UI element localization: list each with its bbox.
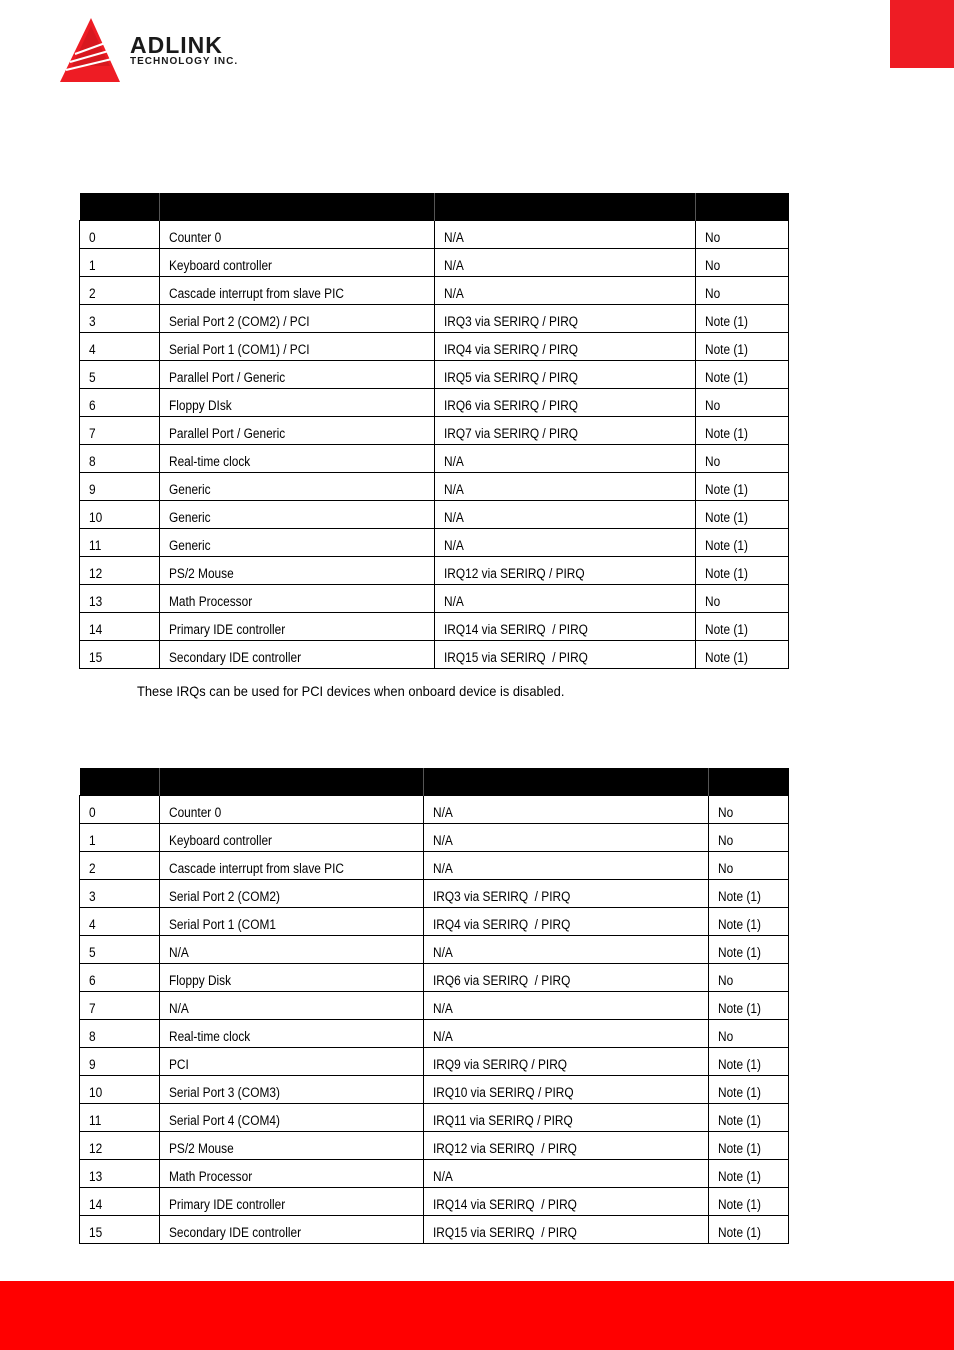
table-cell: N/A <box>435 276 696 304</box>
table-cell: No <box>709 963 789 991</box>
table-cell: 0 <box>80 795 160 823</box>
table-cell: N/A <box>435 220 696 248</box>
table-cell: N/A <box>160 935 424 963</box>
table-cell: 15 <box>80 640 160 668</box>
table-cell: N/A <box>435 500 696 528</box>
table-cell: No <box>696 220 789 248</box>
table-row <box>80 963 789 991</box>
table-cell: N/A <box>424 851 709 879</box>
table-cell: Note (1) <box>709 1075 789 1103</box>
table-cell: IRQ11 via SERIRQ / PIRQ <box>424 1103 709 1131</box>
table-cell: Cascade interrupt from slave PIC <box>160 276 435 304</box>
table-cell: 5 <box>80 360 160 388</box>
table-cell: N/A <box>435 472 696 500</box>
table-cell: Note (1) <box>696 472 789 500</box>
irq-table-2-header <box>80 768 789 795</box>
table-row <box>80 1187 789 1215</box>
logo-triangle-icon <box>58 18 128 86</box>
table-row <box>80 640 789 668</box>
table-row <box>80 220 789 248</box>
table-cell: Note (1) <box>696 556 789 584</box>
table-cell: Real-time clock <box>160 1019 424 1047</box>
table-cell: IRQ14 via SERIRQ / PIRQ <box>424 1187 709 1215</box>
adlink-logo <box>58 18 268 86</box>
table-cell: 13 <box>80 1159 160 1187</box>
table-cell: Math Processor <box>160 1159 424 1187</box>
table-cell: Cascade interrupt from slave PIC <box>160 851 424 879</box>
table-cell: N/A <box>435 584 696 612</box>
table-cell: Note (1) <box>696 304 789 332</box>
table-row <box>80 528 789 556</box>
table-cell: N/A <box>424 823 709 851</box>
table-cell: Primary IDE controller <box>160 612 435 640</box>
table-cell: Note (1) <box>696 332 789 360</box>
table-cell: 7 <box>80 416 160 444</box>
table-cell: N/A <box>424 1159 709 1187</box>
table-cell: No <box>709 823 789 851</box>
table-cell: PS/2 Mouse <box>160 556 435 584</box>
table-cell: IRQ6 via SERIRQ / PIRQ <box>435 388 696 416</box>
table-cell: No <box>696 584 789 612</box>
table-cell: N/A <box>435 444 696 472</box>
table-row <box>80 1047 789 1075</box>
table-cell: Primary IDE controller <box>160 1187 424 1215</box>
table-cell: Note (1) <box>709 1187 789 1215</box>
table-cell: No <box>709 795 789 823</box>
table-cell: Generic <box>160 500 435 528</box>
table-cell: IRQ6 via SERIRQ / PIRQ <box>424 963 709 991</box>
table-row <box>80 360 789 388</box>
table-row <box>80 304 789 332</box>
table-row <box>80 879 789 907</box>
table-cell: IRQ15 via SERIRQ / PIRQ <box>424 1215 709 1243</box>
table-cell: PS/2 Mouse <box>160 1131 424 1159</box>
table-cell: 8 <box>80 1019 160 1047</box>
table-cell: 9 <box>80 1047 160 1075</box>
table-cell: No <box>696 388 789 416</box>
table-cell: 10 <box>80 1075 160 1103</box>
table-cell: Note (1) <box>696 612 789 640</box>
table-cell: Note (1) <box>709 991 789 1019</box>
table-cell: N/A <box>435 528 696 556</box>
table-cell: IRQ5 via SERIRQ / PIRQ <box>435 360 696 388</box>
logo-tagline: TECHNOLOGY INC. <box>130 56 239 67</box>
table-cell: 11 <box>80 1103 160 1131</box>
table-cell: 13 <box>80 584 160 612</box>
table-cell: 2 <box>80 276 160 304</box>
table-cell: 7 <box>80 991 160 1019</box>
table-row <box>80 472 789 500</box>
table-cell: Note (1) <box>709 1131 789 1159</box>
table-cell: N/A <box>424 1019 709 1047</box>
table-row <box>80 823 789 851</box>
table-cell: Keyboard controller <box>160 823 424 851</box>
table-cell: Math Processor <box>160 584 435 612</box>
table-row <box>80 248 789 276</box>
table-cell: IRQ4 via SERIRQ / PIRQ <box>424 907 709 935</box>
table-row <box>80 1215 789 1243</box>
table-cell: IRQ3 via SERIRQ / PIRQ <box>424 879 709 907</box>
table-cell: No <box>696 248 789 276</box>
table-cell: Serial Port 2 (COM2) / PCI <box>160 304 435 332</box>
table-cell: Secondary IDE controller <box>160 640 435 668</box>
table-cell: 3 <box>80 879 160 907</box>
table-cell: 1 <box>80 248 160 276</box>
table-cell: 10 <box>80 500 160 528</box>
table-cell: IRQ7 via SERIRQ / PIRQ <box>435 416 696 444</box>
table-cell: Note (1) <box>696 500 789 528</box>
irq-note: These IRQs can be used for PCI devices when onboard device is disabled. <box>137 683 565 699</box>
table-cell: No <box>696 276 789 304</box>
table-cell: 4 <box>80 332 160 360</box>
table-row <box>80 388 789 416</box>
table-cell: Note (1) <box>709 1103 789 1131</box>
table-row <box>80 795 789 823</box>
table-row <box>80 907 789 935</box>
table-cell: N/A <box>160 991 424 1019</box>
table-cell: 12 <box>80 556 160 584</box>
table-cell: No <box>709 851 789 879</box>
table-cell: N/A <box>435 248 696 276</box>
irq-table-2-body <box>80 795 789 1243</box>
table-cell: Note (1) <box>709 1215 789 1243</box>
table-cell: 8 <box>80 444 160 472</box>
table-row <box>80 416 789 444</box>
table-cell: 5 <box>80 935 160 963</box>
table-cell: IRQ14 via SERIRQ / PIRQ <box>435 612 696 640</box>
table-row <box>80 584 789 612</box>
table-row <box>80 500 789 528</box>
table-cell: 1 <box>80 823 160 851</box>
table-cell: 2 <box>80 851 160 879</box>
table-row <box>80 612 789 640</box>
table-cell: Note (1) <box>696 416 789 444</box>
table-cell: Note (1) <box>709 1047 789 1075</box>
table-cell: 14 <box>80 1187 160 1215</box>
table-cell: Note (1) <box>696 640 789 668</box>
table-row <box>80 1019 789 1047</box>
irq-table-1-header <box>80 193 789 220</box>
irq-table-2 <box>79 768 789 1244</box>
table-cell: 15 <box>80 1215 160 1243</box>
table-cell: Secondary IDE controller <box>160 1215 424 1243</box>
table-cell: 6 <box>80 388 160 416</box>
logo-brand-name: ADLINK <box>130 32 223 58</box>
table-cell: 4 <box>80 907 160 935</box>
table-cell: Serial Port 3 (COM3) <box>160 1075 424 1103</box>
table-cell: Note (1) <box>709 1159 789 1187</box>
footer-bar <box>0 1281 954 1350</box>
table-cell: Serial Port 4 (COM4) <box>160 1103 424 1131</box>
table-cell: Floppy DIsk <box>160 388 435 416</box>
corner-tab <box>890 0 954 68</box>
table-cell: Note (1) <box>709 879 789 907</box>
table-cell: Note (1) <box>696 360 789 388</box>
irq-table-1 <box>79 193 789 669</box>
table-cell: Counter 0 <box>160 795 424 823</box>
table-cell: IRQ4 via SERIRQ / PIRQ <box>435 332 696 360</box>
table-row <box>80 991 789 1019</box>
table-cell: IRQ12 via SERIRQ / PIRQ <box>435 556 696 584</box>
table-cell: Serial Port 1 (COM1 <box>160 907 424 935</box>
table-cell: 11 <box>80 528 160 556</box>
table-cell: IRQ15 via SERIRQ / PIRQ <box>435 640 696 668</box>
table-cell: Note (1) <box>709 935 789 963</box>
table-cell: IRQ12 via SERIRQ / PIRQ <box>424 1131 709 1159</box>
table-row <box>80 444 789 472</box>
table-row <box>80 1159 789 1187</box>
table-row <box>80 332 789 360</box>
table-cell: 0 <box>80 220 160 248</box>
table-cell: 12 <box>80 1131 160 1159</box>
table-cell: 9 <box>80 472 160 500</box>
table-cell: Serial Port 2 (COM2) <box>160 879 424 907</box>
table-cell: Real-time clock <box>160 444 435 472</box>
table-cell: Parallel Port / Generic <box>160 360 435 388</box>
table-cell: N/A <box>424 795 709 823</box>
table-row <box>80 1103 789 1131</box>
table-cell: No <box>709 1019 789 1047</box>
table-cell: 6 <box>80 963 160 991</box>
table-cell: Generic <box>160 528 435 556</box>
table-cell: Keyboard controller <box>160 248 435 276</box>
table-cell: Counter 0 <box>160 220 435 248</box>
table-cell: Note (1) <box>709 907 789 935</box>
table-cell: Serial Port 1 (COM1) / PCI <box>160 332 435 360</box>
table-row <box>80 1131 789 1159</box>
table-cell: Generic <box>160 472 435 500</box>
table-row <box>80 851 789 879</box>
table-cell: 14 <box>80 612 160 640</box>
table-cell: Floppy Disk <box>160 963 424 991</box>
irq-table-1-body <box>80 220 789 668</box>
table-row <box>80 935 789 963</box>
table-cell: 3 <box>80 304 160 332</box>
table-cell: Parallel Port / Generic <box>160 416 435 444</box>
table-row <box>80 276 789 304</box>
table-cell: Note (1) <box>696 528 789 556</box>
table-cell: PCI <box>160 1047 424 1075</box>
table-cell: N/A <box>424 991 709 1019</box>
table-row <box>80 1075 789 1103</box>
table-cell: IRQ3 via SERIRQ / PIRQ <box>435 304 696 332</box>
table-cell: N/A <box>424 935 709 963</box>
table-cell: IRQ10 via SERIRQ / PIRQ <box>424 1075 709 1103</box>
table-cell: IRQ9 via SERIRQ / PIRQ <box>424 1047 709 1075</box>
table-row <box>80 556 789 584</box>
table-cell: No <box>696 444 789 472</box>
